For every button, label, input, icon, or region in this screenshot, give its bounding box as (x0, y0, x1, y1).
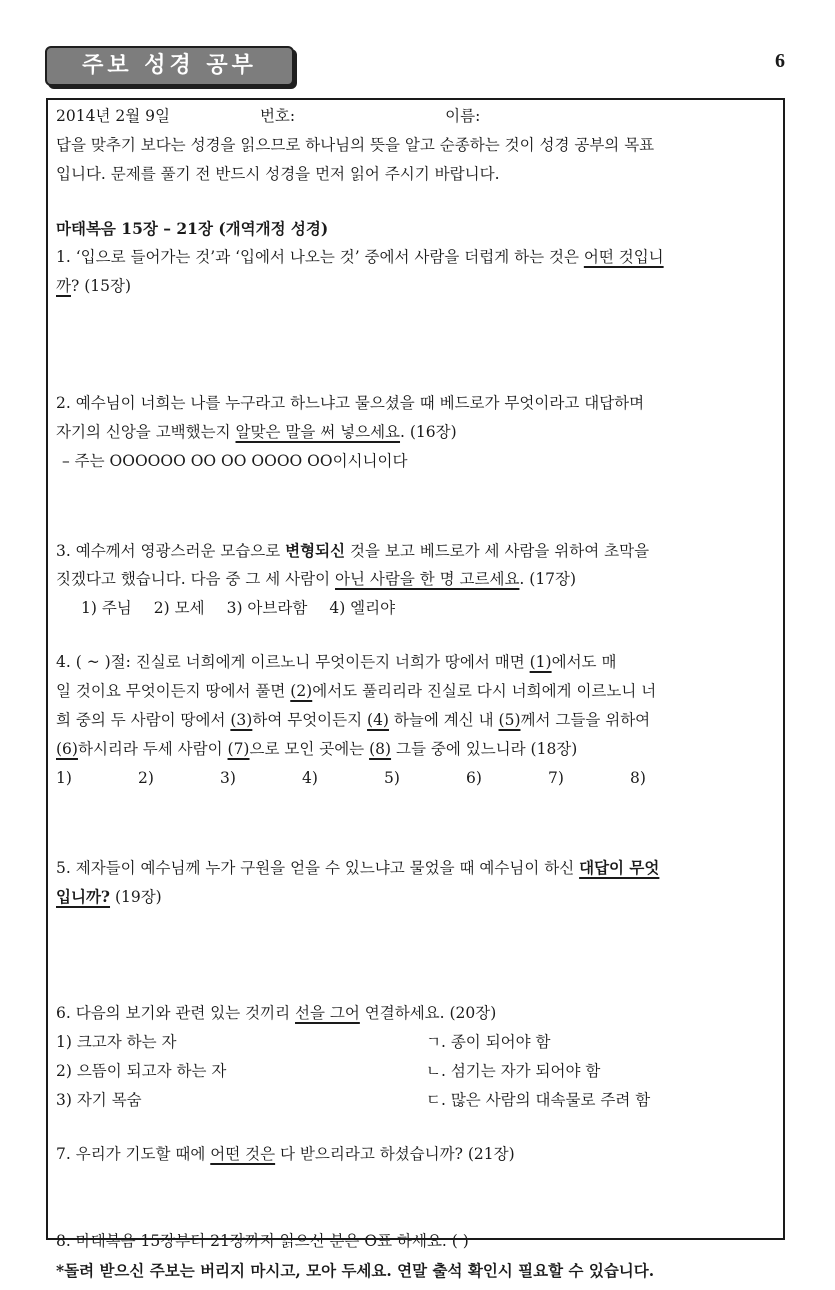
info-line (56, 102, 781, 131)
blank-5: (5) (498, 711, 521, 729)
question-3-line-2: 짓겠다고 했습니다. 다음 중 그 세 사람이 아닌 사람을 한 명 고르세요. (17장) (56, 570, 577, 588)
intro-line-1: 답을 맞추기 보다는 성경을 읽으므로 하나님의 뜻을 알고 순종하는 것이 성경 공부의 목표 (56, 136, 655, 154)
option-2: 2) 모세 (153, 599, 205, 617)
answer-slot-4: 4) (302, 769, 318, 787)
question-3-line-1: 3. 예수께서 영광스러운 모습으로 변형되신 것을 보고 베드로가 세 사람을 위하여 초막을 (56, 541, 650, 560)
page-title-badge: 주보 성경 공부 (45, 46, 294, 86)
match-row-2 (56, 1057, 781, 1086)
option-4: 4) 엘리야 (329, 599, 396, 617)
match-row-3 (56, 1086, 781, 1115)
question-7: 7. 우리가 기도할 때에 어떤 것은 다 받으리라고 하셨습니까? (21장) (56, 1145, 515, 1163)
question-1-line-2: 까? (15장) (56, 277, 132, 295)
match-right-2: ㄴ. 섬기는 자가 되어야 함 (426, 1062, 601, 1080)
question-2-answer-template: – 주는 OOOOOO OO OO OOOO OO이시니이다 (62, 452, 408, 470)
question-1-line-1: 1. ‘입으로 들어가는 것’과 ‘입에서 나오는 것’ 중에서 사람을 더럽게 하는 것은 어떤 것입니 (56, 248, 664, 266)
question-4-line-3: 희 중의 두 사람이 땅에서 (3)하여 무엇이든지 (4) 하늘에 계신 내 (5)께서 그들을 위하여 (56, 711, 651, 729)
answer-slot-7: 7) (548, 769, 564, 787)
section-title: 마태복음 15장 – 21장 (개역개정 성경) (56, 219, 329, 238)
blank-7: (7) (227, 740, 250, 758)
question-5-line-1: 5. 제자들이 예수님께 누가 구원을 얻을 수 있느냐고 물었을 때 예수님이 하신 대답이 무엇 (56, 858, 660, 877)
date-text: 2014년 2월 9일 (56, 107, 170, 125)
match-right-3: ㄷ. 많은 사람의 대속물로 주려 함 (426, 1091, 651, 1109)
blank-2: (2) (290, 682, 313, 700)
name-label: 이름: (445, 107, 481, 125)
question-4-line-4: (6)하시리라 두세 사람이 (7)으로 모인 곳에는 (8) 그들 중에 있느니라 (18장) (56, 740, 578, 758)
answer-slot-6: 6) (466, 769, 482, 787)
match-left-1: 1) 크고자 하는 자 (56, 1033, 177, 1051)
answer-slot-8: 8) (630, 769, 646, 787)
blank-1: (1) (529, 653, 552, 671)
question-3-options (56, 594, 781, 623)
option-3: 3) 아브라함 (226, 599, 308, 617)
question-6-keyword: 선을 그어 (295, 1004, 360, 1022)
blank-3: (3) (230, 711, 253, 729)
question-7-keyword: 어떤 것은 (210, 1145, 276, 1163)
question-2-line-2: 자기의 신앙을 고백했는지 알맞은 말을 써 넣으세요. (16장) (56, 423, 457, 441)
question-3-keyword: 아닌 사람을 한 명 고르세요 (335, 570, 520, 588)
question-6-line-1: 6. 다음의 보기와 관련 있는 것끼리 선을 그어 연결하세요. (20장) (56, 1004, 497, 1022)
blank-4: (4) (367, 711, 389, 729)
question-4-answer-slots (56, 764, 781, 793)
worksheet-content (56, 102, 781, 1285)
match-left-3: 3) 자기 목숨 (56, 1091, 142, 1109)
question-8: 8. 마태복음 15장부터 21장까지 읽으신 분은 O표 하세요. ( ) (56, 1232, 469, 1250)
answer-slot-5: 5) (384, 769, 400, 787)
question-5-keyword: 대답이 무엇 (579, 858, 660, 877)
page-number: 6 (775, 50, 785, 72)
answer-slot-1: 1) (56, 769, 72, 787)
answer-slot-2: 2) (138, 769, 154, 787)
blank-8: (8) (369, 740, 392, 758)
number-label: 번호: (259, 107, 296, 125)
answer-slot-3: 3) (220, 769, 236, 787)
option-1: 1) 주님 (81, 599, 132, 617)
match-right-1: ㄱ. 종이 되어야 함 (426, 1033, 551, 1051)
question-2-line-1: 2. 예수님이 너희는 나를 누구라고 하느냐고 물으셨을 때 베드로가 무엇이라고 대답하며 (56, 394, 645, 412)
question-4-line-2: 일 것이요 무엇이든지 땅에서 풀면 (2)에서도 풀리리라 진실로 다시 너희에게 이르노니 너 (56, 682, 657, 700)
blank-6: (6) (56, 740, 78, 758)
question-1-keyword: 어떤 것입니 (583, 248, 664, 266)
question-2-keyword: 알맞은 말을 써 넣으세요 (235, 423, 401, 441)
notice-text: *돌려 받으신 주보는 버리지 마시고, 모아 두세요. 연말 출석 확인시 필요할 수 있습니다. (56, 1261, 655, 1280)
question-4-line-1: 4. ( ~ )절: 진실로 너희에게 이르노니 무엇이든지 너희가 땅에서 매면 (1)에서도 매 (56, 653, 617, 671)
match-left-2: 2) 으뜸이 되고자 하는 자 (56, 1062, 227, 1080)
match-row-1 (56, 1028, 781, 1057)
intro-line-2: 입니다. 문제를 풀기 전 반드시 성경을 먼저 읽어 주시기 바랍니다. (56, 165, 500, 183)
question-5-line-2: 입니까? (19장) (56, 887, 162, 906)
